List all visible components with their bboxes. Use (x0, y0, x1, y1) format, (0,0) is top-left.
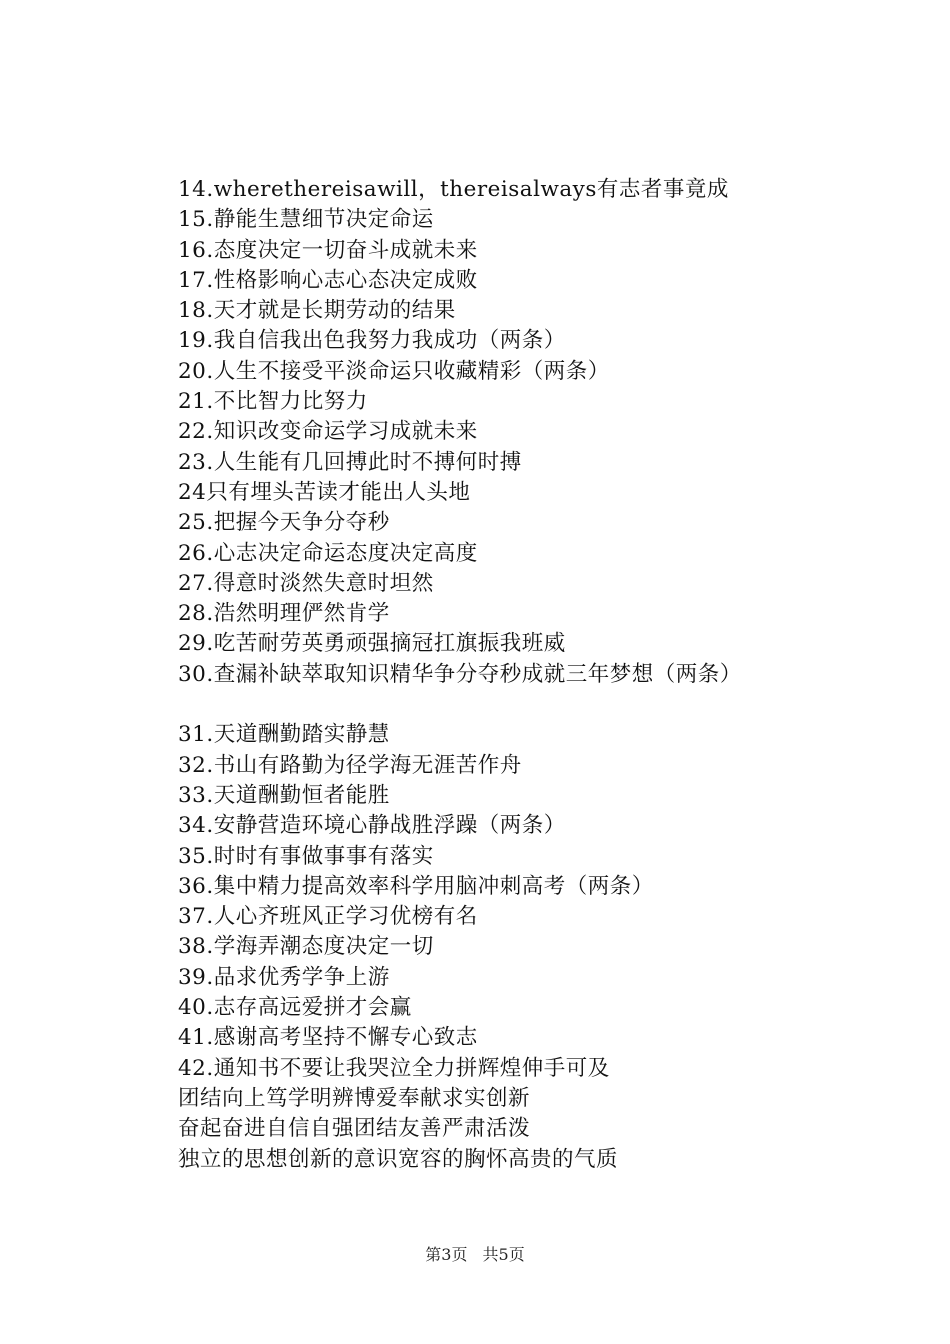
slogan-line-21: 21.不比智力比努力 (178, 389, 368, 415)
slogan-line-39: 39.品求优秀学争上游 (178, 964, 390, 990)
slogan-line-23: 23.人生能有几回搏此时不搏何时搏 (178, 449, 522, 475)
slogan-line-24: 24只有埋头苦读才能出人头地 (178, 479, 471, 505)
slogan-line-30: 30.查漏补缺萃取知识精华争分夺秒成就三年梦想（两条） (178, 661, 742, 687)
slogan-line-36: 36.集中精力提高效率科学用脑冲刺高考（两条） (178, 873, 654, 899)
paragraph-gap (178, 690, 878, 720)
slogan-group-2 (178, 720, 878, 1174)
slogan-line-28: 28.浩然明理俨然肯学 (178, 601, 390, 627)
slogan-line-37: 37.人心齐班风正学习优榜有名 (178, 904, 478, 930)
slogan-line-31: 31.天道酬勤踏实静慧 (178, 722, 390, 748)
page-total: 共5页 (482, 1245, 525, 1264)
slogan-line-19: 19.我自信我出色我努力我成功（两条） (178, 328, 566, 354)
slogan-line-26: 26.心志决定命运态度决定高度 (178, 540, 478, 566)
slogan-line-33: 33.天道酬勤恒者能胜 (178, 782, 390, 808)
class-motto-line-2: 奋起奋进自信自强团结友善严肃活泼 (178, 1116, 531, 1142)
page-footer (0, 1242, 950, 1265)
slogan-line-29: 29.吃苦耐劳英勇顽强摘冠扛旗振我班威 (178, 631, 566, 657)
page-number: 第3页 (425, 1245, 468, 1264)
slogan-line-34: 34.安静营造环境心静战胜浮躁（两条） (178, 813, 566, 839)
slogan-line-20: 20.人生不接受平淡命运只收藏精彩（两条） (178, 358, 610, 384)
slogan-line-25: 25.把握今天争分夺秒 (178, 510, 390, 536)
slogan-line-16: 16.态度决定一切奋斗成就未来 (178, 237, 478, 263)
slogan-line-35: 35.时时有事做事事有落实 (178, 843, 434, 869)
slogan-line-22: 22.知识改变命运学习成就未来 (178, 419, 478, 445)
slogan-line-17: 17.性格影响心志心态决定成败 (178, 267, 478, 293)
class-motto-line-3: 独立的思想创新的意识宽容的胸怀高贵的气质 (178, 1146, 619, 1172)
slogan-line-41: 41.感谢高考坚持不懈专心致志 (178, 1025, 478, 1051)
slogan-line-38: 38.学海弄潮态度决定一切 (178, 934, 434, 960)
slogan-group-1 (178, 175, 878, 690)
slogan-line-27: 27.得意时淡然失意时坦然 (178, 570, 434, 596)
slogan-list (178, 175, 878, 1175)
slogan-line-40: 40.志存高远爱拼才会赢 (178, 995, 412, 1021)
slogan-line-32: 32.书山有路勤为径学海无涯苦作舟 (178, 752, 522, 778)
slogan-line-15: 15.静能生慧细节决定命运 (178, 207, 434, 233)
slogan-line-14: 14.wherethereisawill，thereisalways有志者事竟成 (178, 177, 729, 202)
slogan-line-18: 18.天才就是长期劳动的结果 (178, 298, 456, 324)
slogan-line-42: 42.通知书不要让我哭泣全力拼辉煌伸手可及 (178, 1055, 610, 1081)
class-motto-line-1: 团结向上笃学明辨博爱奉献求实创新 (178, 1085, 531, 1111)
